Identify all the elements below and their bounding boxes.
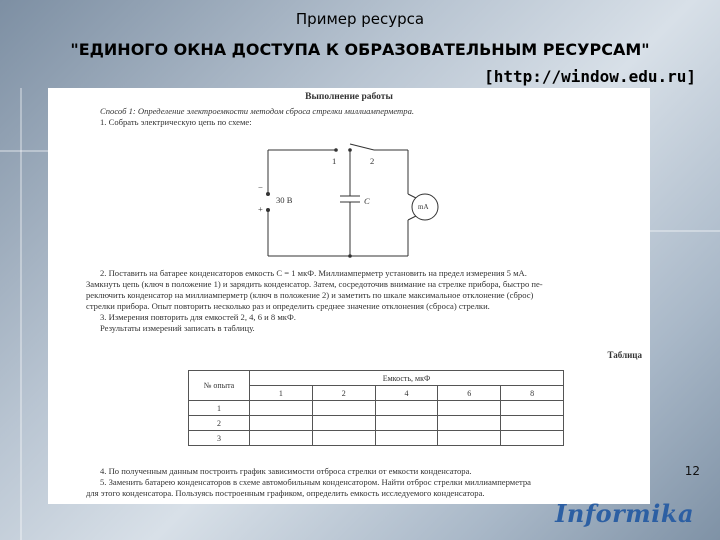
battery-voltage: 30 В [276, 195, 293, 205]
meter-label: mA [418, 203, 429, 211]
table-cell [501, 401, 564, 416]
document-heading: Выполнение работы [305, 92, 393, 102]
informika-logo: Informika [555, 499, 694, 528]
table-cell [312, 431, 375, 446]
capacitor-label: C [364, 196, 370, 206]
paragraph-line: 5. Заменить батарею конденсаторов в схеме автомобильным конденсатором. Найти отброс стрелки миллиамперметра [100, 477, 531, 487]
slide-title: Пример ресурса [295, 10, 425, 28]
battery-minus: − [258, 182, 263, 192]
table-cell [375, 416, 438, 431]
table-row-number: 3 [189, 431, 250, 446]
background-line [650, 230, 720, 232]
switch-label-1: 1 [332, 156, 337, 166]
table-cell [438, 416, 501, 431]
table-cell [438, 431, 501, 446]
paragraph-line: для этого конденсатора. Пользуясь построенным графиком, определить емкость исследуемого конденсатора. [86, 488, 485, 498]
results-table [188, 370, 564, 446]
table-cell [312, 401, 375, 416]
table-row-number: 1 [189, 401, 250, 416]
circuit-diagram [48, 130, 650, 270]
switch-label-2: 2 [370, 156, 375, 166]
table-cell [250, 401, 313, 416]
paragraph-line: Результаты измерений записать в таблицу. [100, 323, 255, 333]
table-cell [375, 431, 438, 446]
table-header-capacity: Емкость, мкФ [250, 371, 564, 386]
table-capacity-cell: 4 [375, 386, 438, 401]
table-cell [438, 401, 501, 416]
step-1: 1. Собрать электрическую цепь по схеме: [100, 117, 252, 127]
table-cell [375, 401, 438, 416]
document-page [48, 88, 650, 504]
table-capacity-cell: 6 [438, 386, 501, 401]
background-line [0, 150, 48, 152]
table-cell [501, 431, 564, 446]
background-line [20, 88, 22, 540]
table-capacity-cell: 8 [501, 386, 564, 401]
page-number: 12 [684, 464, 700, 478]
table-row [189, 416, 564, 431]
paragraph-line: 2. Поставить на батарее конденсаторов емкость C = 1 мкФ. Миллиамперметр установить на предел измерения 5 мА. [100, 268, 527, 278]
paragraph-line: 3. Измерения повторить для емкостей 2, 4, 6 и 8 мкФ. [100, 312, 296, 322]
table-capacity-cell: 2 [312, 386, 375, 401]
method-line: Способ 1: Определение электроемкости методом сброса стрелки миллиамперметра. [100, 106, 415, 116]
slide-subtitle: "ЕДИНОГО ОКНА ДОСТУПА К ОБРАЗОВАТЕЛЬНЫМ РЕСУРСАМ" [70, 40, 650, 59]
paragraph-line: 4. По полученным данным построить график зависимости отброса стрелки от емкости конденсатора. [100, 466, 472, 476]
table-cell [312, 416, 375, 431]
table-title: Таблица [607, 350, 642, 360]
paragraph-line: стрелки прибора. Опыт повторить несколько раз и определить среднее значение отклонения (сброса) стрелки. [86, 301, 490, 311]
slide-url: [http://window.edu.ru] [484, 67, 696, 86]
table-cell [501, 416, 564, 431]
paragraph-line: Замкнуть цепь (ключ в положение 1) и зарядить конденсатор. Затем, сосредоточив внимание на стрелке прибора, быстро пе- [86, 279, 543, 289]
table-header-experiment: № опыта [189, 371, 250, 401]
table-row [189, 401, 564, 416]
table-capacity-cell: 1 [250, 386, 313, 401]
paragraph-line: реключить конденсатор на миллиамперметр (ключ в положение 2) и заметить по шкале максимальное отклонение (сброс) [86, 290, 534, 300]
battery-plus: + [258, 204, 263, 214]
table-cell [250, 416, 313, 431]
table-row [189, 431, 564, 446]
table-cell [250, 431, 313, 446]
table-row-number: 2 [189, 416, 250, 431]
